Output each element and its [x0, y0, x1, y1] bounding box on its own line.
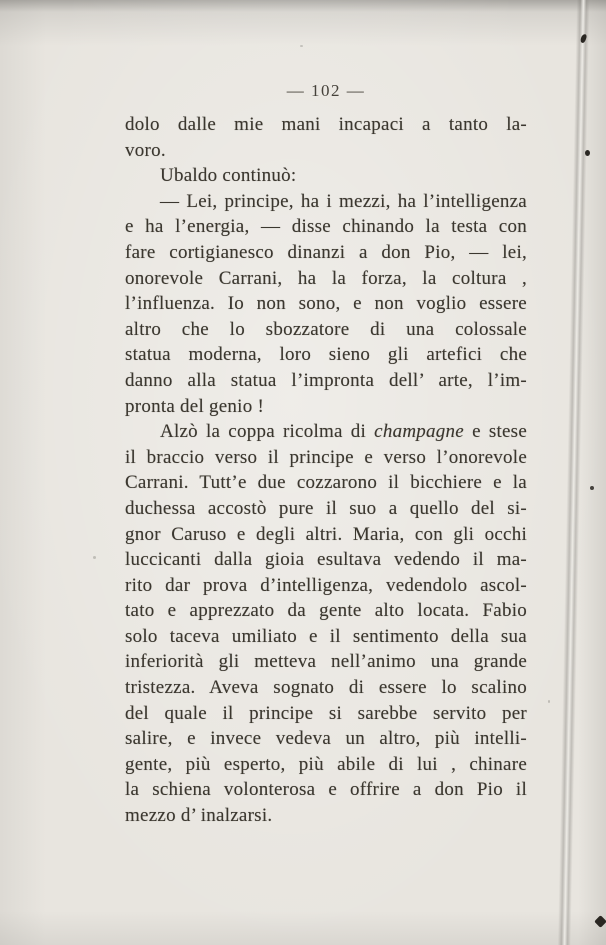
page-edge-shadow	[557, 0, 590, 945]
text-line: del quale il principe si sarebbe servito per	[125, 702, 527, 724]
text-line: gente, più esperto, più abile di lui , chinare	[125, 753, 527, 775]
text-line: tristezza. Aveva sognato di essere lo scalino	[125, 677, 527, 699]
text-line: — Lei, principe, ha i mezzi, ha l’intelligenza	[160, 190, 527, 212]
text-line: tato e apprezzato da gente alto locata. Fabio	[125, 600, 527, 622]
text-line	[125, 419, 527, 445]
ink-speck	[590, 486, 594, 490]
text-segment: e stese	[464, 421, 527, 443]
text-line: inferiorità gli metteva nell’animo una grande	[125, 651, 527, 673]
italic-text: champagne	[374, 421, 464, 443]
ink-speck	[585, 150, 590, 156]
text-line: il braccio verso il principe e verso l’onorevole	[125, 446, 527, 468]
text-line: la schiena volonterosa e offrire a don Pio il	[125, 779, 527, 801]
text-line: e ha l’energia, — disse chinando la testa con	[125, 216, 527, 238]
ink-speck	[300, 45, 303, 47]
ink-speck	[548, 700, 550, 703]
text-line: l’influenza. Io non sono, e non voglio essere	[125, 293, 527, 315]
text-line: luccicanti dalla gioia esultava vedendo il ma-	[125, 549, 527, 571]
text-line: Ubaldo continuò:	[160, 165, 297, 187]
text-line: dolo dalle mie mani incapaci a tanto la-	[125, 114, 527, 135]
text-line: Carrani. Tutt’e due cozzarono il bicchiere e la	[125, 472, 527, 494]
text-line: salire, e invece vedeva un altro, più intelli-	[125, 728, 527, 750]
text-line: pronta del genio !	[125, 395, 265, 417]
text-segment: Alzò la coppa ricolma di	[160, 421, 375, 443]
text-line: gnor Caruso e degli altri. Maria, con gli occhi	[125, 523, 527, 545]
page-text	[125, 112, 527, 829]
text-line: statua moderna, loro sieno gli artefici che	[125, 344, 527, 366]
text-line: voro.	[125, 139, 166, 161]
ink-speck	[93, 556, 96, 559]
text-line: duchessa accostò pure il suo a quello del si-	[125, 497, 527, 519]
text-line: solo taceva umiliato e il sentimento della sua	[125, 625, 527, 647]
text-line: rito dar prova d’intelligenza, vedendolo ascol-	[125, 574, 527, 596]
ink-speck	[594, 915, 606, 928]
text-line: danno alla statua l’impronta dell’ arte, l’im-	[125, 369, 527, 391]
page-number-header: — 102 —	[286, 81, 366, 100]
text-line: onorevole Carrani, ha la forza, la coltura ,	[125, 267, 527, 289]
text-line: fare cortigianesco dinanzi a don Pio, — lei,	[125, 241, 527, 263]
text-line: altro che lo sbozzatore di una colossale	[125, 318, 527, 340]
text-line: mezzo d’ inalzarsi.	[125, 805, 273, 827]
